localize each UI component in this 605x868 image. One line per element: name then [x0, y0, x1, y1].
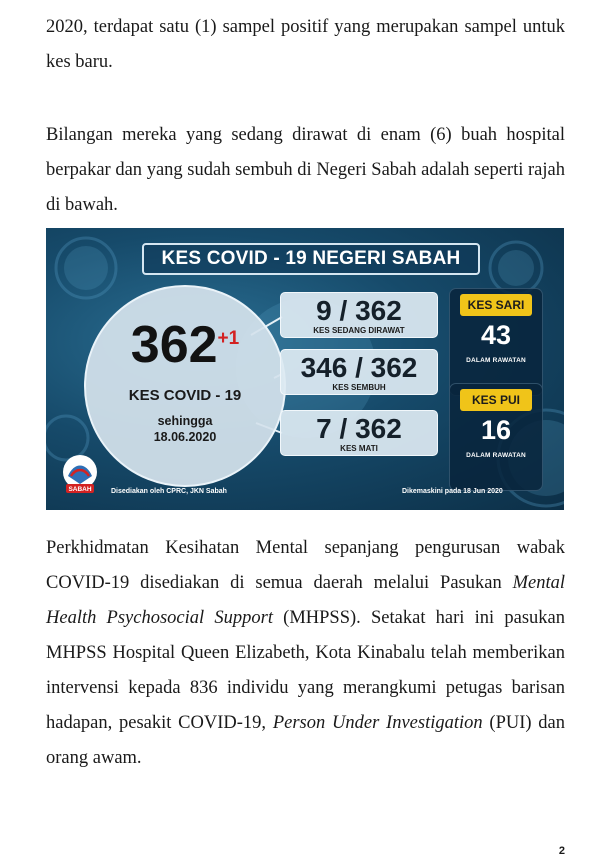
page-number: 2	[558, 845, 565, 857]
stat-value: 9 / 362	[316, 295, 402, 326]
infographic-title: KES COVID - 19 NEGERI SABAH	[142, 243, 480, 275]
side-panel-sari	[449, 288, 543, 396]
side-panel-value: 43	[480, 320, 512, 350]
stat-value: 346 / 362	[300, 352, 418, 383]
stat-box-recovered	[280, 349, 438, 395]
since-label: sehingga	[157, 414, 213, 428]
total-cases-circle	[84, 285, 286, 487]
total-cases-label: KES COVID - 19	[128, 387, 242, 404]
footer-prepared-by: Disediakan oleh CPRC, JKN Sabah	[111, 488, 227, 495]
logo-text: SABAH	[68, 486, 92, 493]
stat-value: 7 / 362	[316, 413, 402, 444]
pui-term: Person Under Investigation	[272, 713, 483, 733]
since-date: 18.06.2020	[153, 430, 217, 444]
side-panel-caption: DALAM RAWATAN	[466, 357, 526, 364]
paragraph-3: Perkhidmatan Kesihatan Mental sepanjang pengurusan wabak COVID-19 disediakan di semua daerah melalui Pasukan Mental Health Psychosocial Support (MHPSS). Setakat hari ini pasukan MHPSS Hospital Queen Elizabeth, Kota Kinabalu telah memberikan intervensi kepada 836 individu yang merangkumi petugas barisan hadapan, pesakit COVID-19, Person Under Investigation (PUI) dan orang awam.	[46, 538, 566, 768]
stat-caption: KES SEMBUH	[332, 383, 386, 392]
side-panel-title: KES PUI	[460, 389, 532, 411]
paragraph-2: Bilangan mereka yang sedang dirawat di enam (6) buah hospital berpakar dan yang sudah sembuh di Negeri Sabah adalah seperti rajah di bawah.	[46, 125, 565, 215]
sabah-health-logo-icon	[62, 454, 98, 498]
side-panel-title: KES SARI	[460, 294, 532, 316]
stat-box-under-treatment	[280, 292, 438, 338]
side-panel-value: 16	[480, 415, 512, 445]
stat-box-deaths	[280, 410, 438, 456]
new-cases-increment: +1	[217, 328, 240, 349]
side-panel-pui	[449, 383, 543, 491]
total-cases-number: $362^{+1}$	[130, 316, 240, 374]
paragraph-1: 2020, terdapat satu (1) sampel positif yang merupakan sampel untuk kes baru.	[46, 17, 565, 72]
covid-infographic	[46, 228, 564, 510]
mhpss-term: Mental Health Psychosocial Support	[46, 573, 565, 628]
stat-caption: KES SEDANG DIRAWAT	[313, 326, 405, 335]
side-panel-caption: DALAM RAWATAN	[466, 452, 526, 459]
stat-caption: KES MATI	[340, 444, 378, 453]
footer-updated: Dikemaskini pada 18 Jun 2020	[402, 488, 503, 495]
